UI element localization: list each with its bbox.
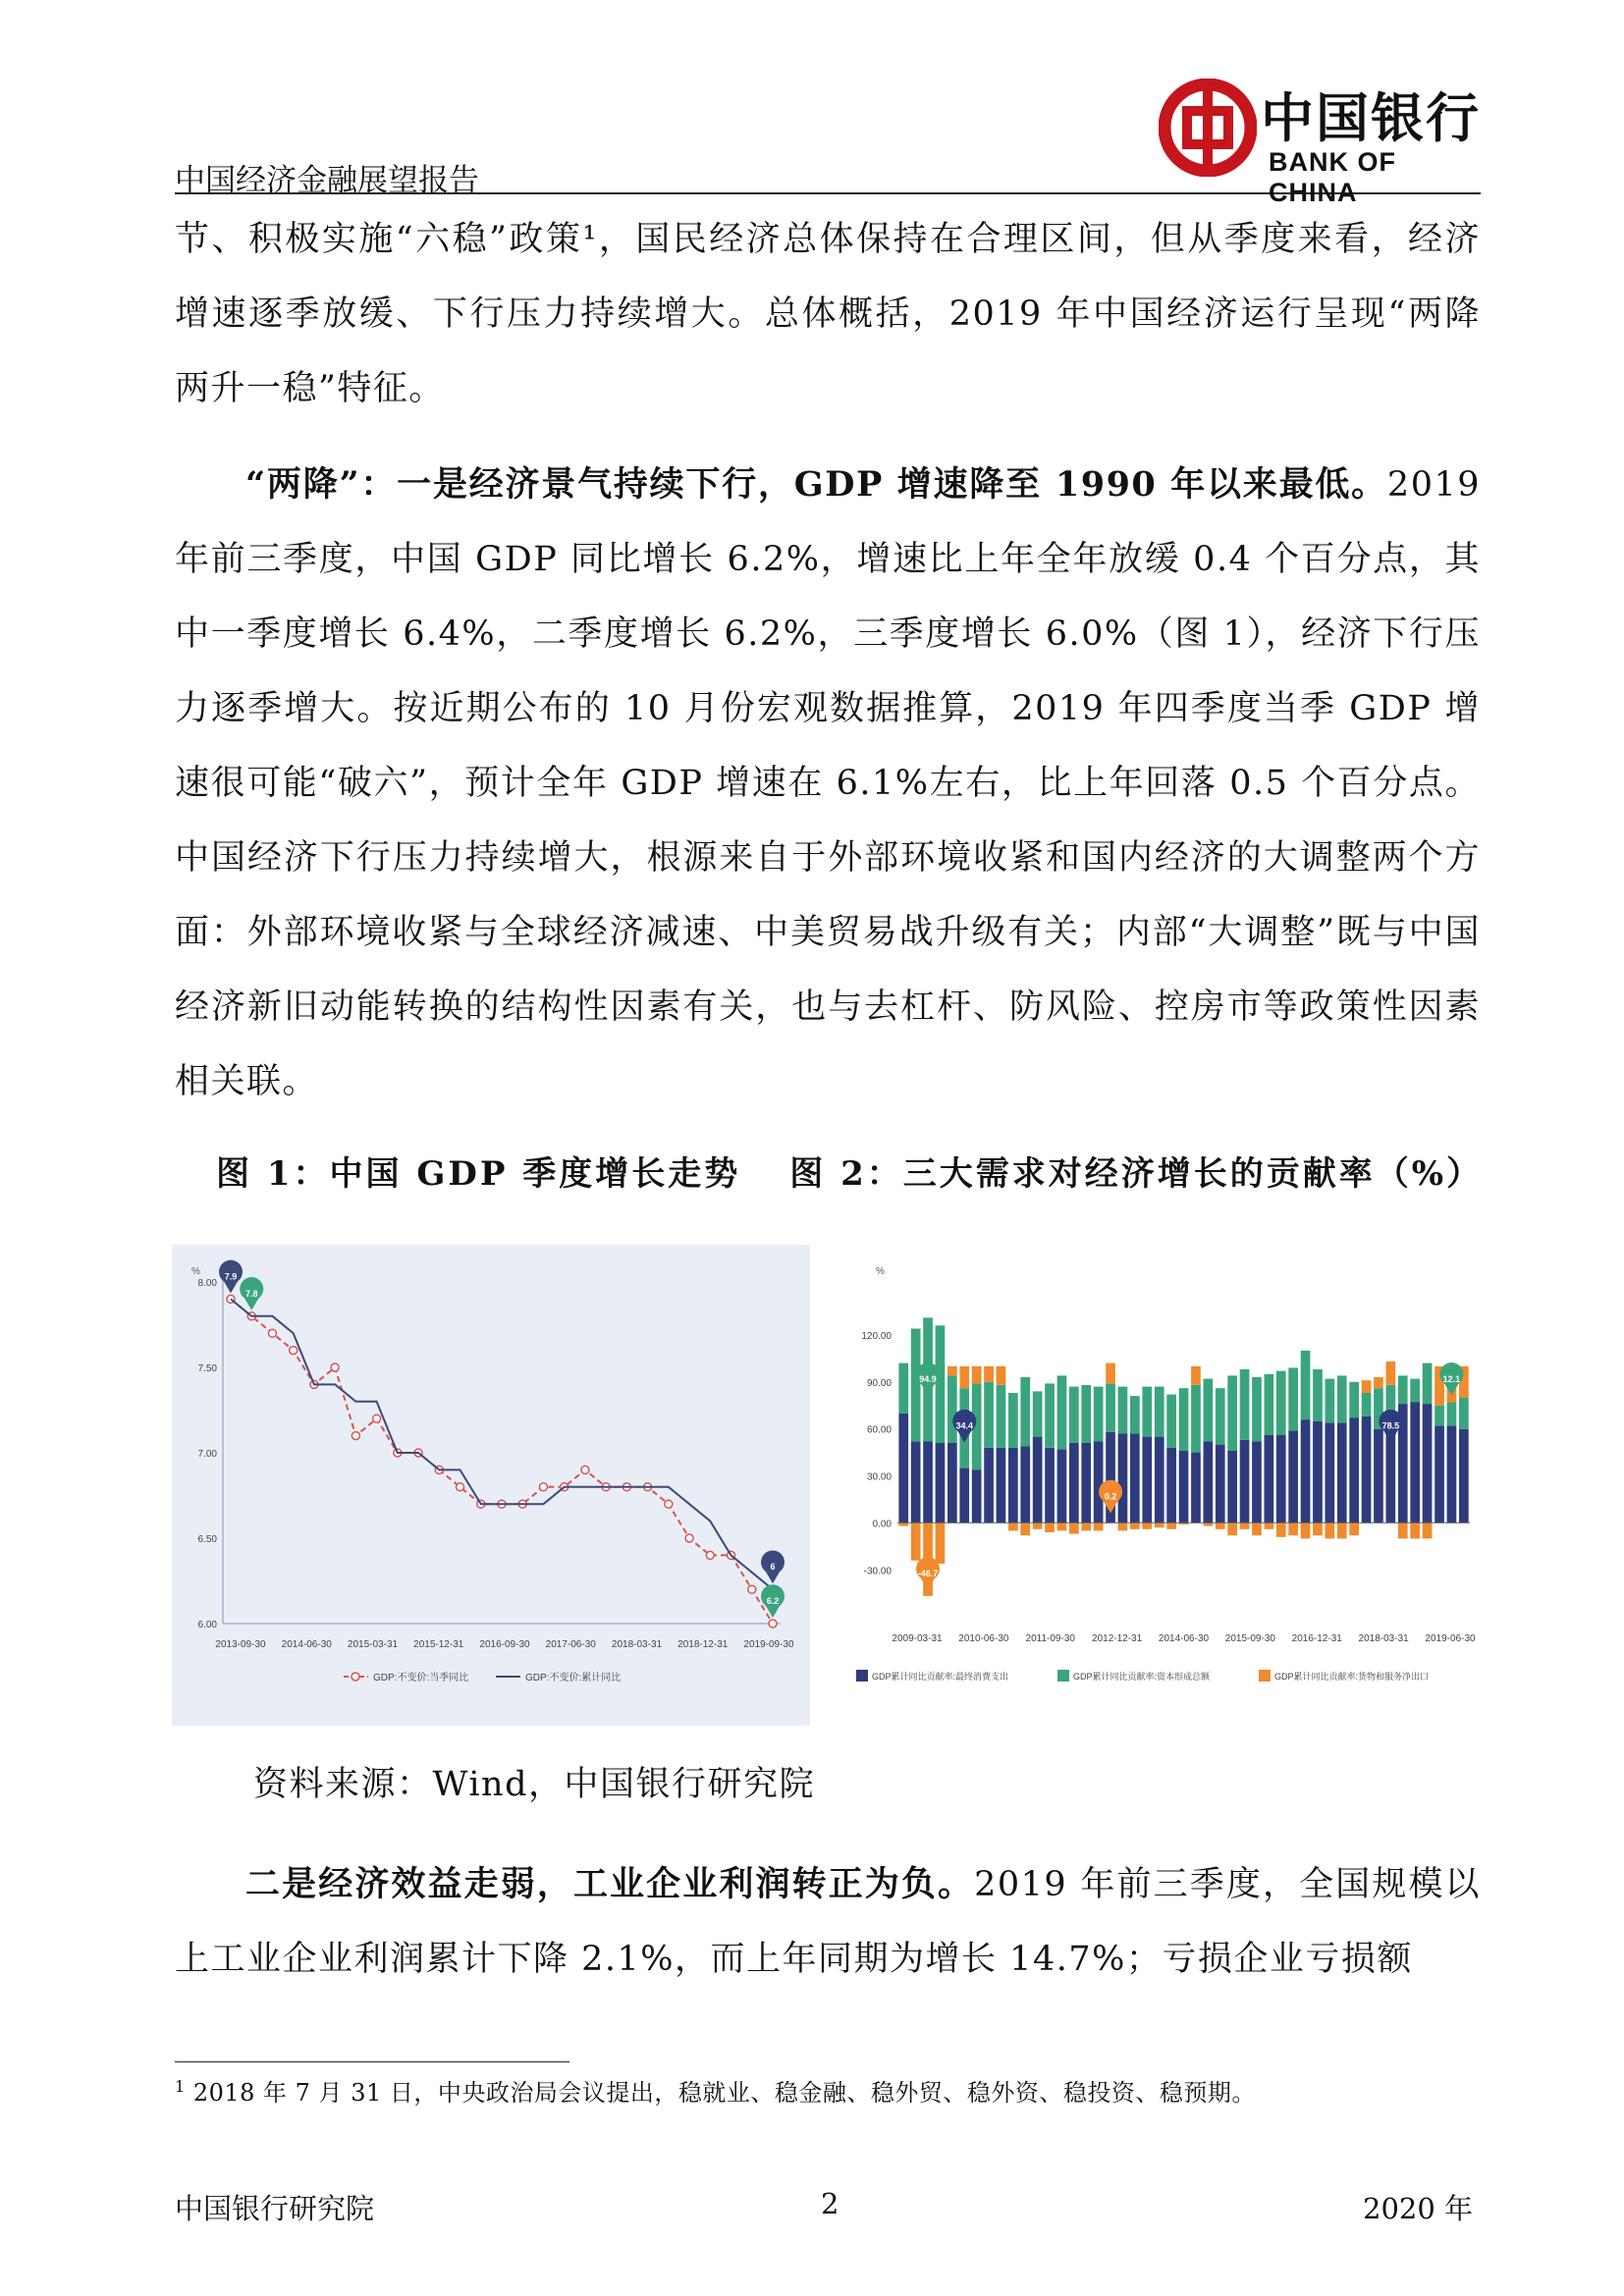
- data-point: [290, 1347, 298, 1355]
- bar-segment-s1: [1081, 1385, 1091, 1443]
- bar-segment-s2: [1020, 1522, 1030, 1535]
- bar-segment-s2: [1240, 1522, 1250, 1528]
- bar-segment-s1: [1227, 1375, 1237, 1451]
- bar-segment-s2: [1142, 1522, 1152, 1528]
- bar-segment-s0: [997, 1448, 1006, 1523]
- bar-segment-s2: [997, 1366, 1006, 1385]
- callout-3-label: 6: [770, 1562, 776, 1573]
- bar-segment-s0: [1276, 1435, 1286, 1522]
- bar-segment-s1: [1265, 1374, 1274, 1435]
- bar-segment-s2: [1276, 1522, 1286, 1536]
- bar-segment-s1: [1166, 1395, 1176, 1448]
- bar-segment-s2: [972, 1366, 982, 1384]
- x-tick-label: 2016-12-31: [1291, 1633, 1342, 1644]
- bar-segment-s2: [1033, 1522, 1043, 1528]
- y-tick-label: 0.00: [872, 1519, 892, 1530]
- figure-1-caption: 图 1：中国 GDP 季度增长走势: [216, 1154, 741, 1194]
- legend-label-1: GDP:不变价:累计同比: [525, 1673, 622, 1683]
- legend-label-2: GDP累计同比贡献率:货物和服务净出口: [1274, 1672, 1430, 1682]
- x-tick-label: 2018-03-31: [611, 1639, 663, 1650]
- bar-segment-s0: [1227, 1451, 1237, 1522]
- callout-3-label: 0.2: [1104, 1491, 1117, 1502]
- bar-segment-s2: [1374, 1377, 1383, 1388]
- bar-segment-s0: [1069, 1443, 1079, 1522]
- callout-1-label: 34.4: [955, 1420, 973, 1431]
- data-point: [373, 1415, 381, 1422]
- bar-segment-s0: [1447, 1426, 1457, 1523]
- bar-segment-s0: [1081, 1443, 1091, 1522]
- bar-segment-s2: [1191, 1366, 1201, 1385]
- logo-english-name: BANK OF CHINA: [1269, 147, 1396, 207]
- x-tick-label: 2013-09-30: [215, 1639, 266, 1650]
- bar-segment-s2: [1155, 1522, 1164, 1527]
- x-tick-label: 2019-09-30: [743, 1639, 794, 1650]
- bar-segment-s2: [1166, 1522, 1176, 1528]
- y-tick-label: 7.50: [197, 1363, 217, 1374]
- bar-segment-s2: [1081, 1522, 1091, 1530]
- x-tick-label: 2017-06-30: [545, 1639, 596, 1650]
- callout-0-label: 94.9: [919, 1373, 937, 1384]
- bar-segment-s0: [1008, 1448, 1018, 1523]
- gdp-line-chart-svg: [172, 1245, 810, 1726]
- bar-segment-s1: [1142, 1387, 1152, 1437]
- footnote-marker: 1: [175, 2077, 186, 2096]
- bar-segment-s2: [1398, 1522, 1408, 1538]
- bar-segment-s1: [1349, 1382, 1359, 1418]
- contribution-bar-chart-svg: [846, 1245, 1485, 1726]
- bar-segment-s0: [1094, 1441, 1104, 1522]
- bar-segment-s0: [1191, 1453, 1201, 1523]
- page-number: 2: [821, 2187, 839, 2220]
- bar-segment-s1: [1276, 1371, 1286, 1435]
- bar-segment-s1: [984, 1382, 994, 1448]
- bar-segment-s1: [1252, 1377, 1262, 1441]
- paragraph-2-lead: “两降”：一是经济景气持续下行，GDP 增速降至 1990 年以来最低。: [245, 464, 1387, 505]
- data-point: [665, 1500, 673, 1508]
- footnote-text: 2018 年 7 月 31 日，中央政治局会议提出，稳就业、稳金融、稳外贸、稳外资、稳投资、稳预期。: [192, 2079, 1256, 2107]
- legend-label-0: GDP累计同比贡献率:最终消费支出: [872, 1672, 1009, 1682]
- legend-swatch-2: [1259, 1670, 1271, 1682]
- footer-institute: 中国银行研究院: [175, 2192, 375, 2225]
- y-tick-label: 120.00: [861, 1330, 892, 1342]
- bar-segment-s2: [984, 1366, 994, 1382]
- bar-segment-s1: [898, 1363, 908, 1414]
- footnote: [175, 2073, 1256, 2108]
- bar-segment-s1: [997, 1385, 1006, 1448]
- paragraph-3: [175, 1847, 1481, 1997]
- data-point: [457, 1483, 464, 1491]
- bar-segment-s2: [1349, 1522, 1359, 1535]
- bar-segment-s2: [1252, 1522, 1262, 1535]
- bar-segment-s0: [947, 1443, 957, 1522]
- bar-segment-s2: [1337, 1522, 1347, 1538]
- y-unit-label: %: [191, 1266, 200, 1277]
- y-tick-label: 60.00: [866, 1424, 892, 1436]
- bar-segment-s1: [1362, 1393, 1372, 1416]
- bar-segment-s2: [1410, 1522, 1420, 1538]
- bar-segment-s1: [1398, 1375, 1408, 1404]
- y-tick-label: 6.50: [197, 1534, 217, 1545]
- x-tick-label: 2011-09-30: [1025, 1633, 1075, 1644]
- bar-segment-s2: [1069, 1522, 1079, 1533]
- bank-of-china-emblem-icon: [1159, 79, 1257, 177]
- data-point: [685, 1534, 693, 1542]
- bar-segment-s0: [1166, 1448, 1176, 1523]
- bar-segment-s1: [1288, 1367, 1298, 1430]
- bar-segment-s1: [1459, 1398, 1469, 1429]
- x-tick-label: 2014-06-30: [281, 1639, 332, 1650]
- bar-segment-s2: [1362, 1380, 1372, 1393]
- figure-2-caption: 图 2：三大需求对经济增长的贡献率（%）: [789, 1154, 1484, 1194]
- data-point: [268, 1329, 276, 1337]
- callout-1-label: 7.8: [244, 1288, 258, 1299]
- bar-segment-s1: [911, 1329, 921, 1442]
- bar-segment-s0: [1204, 1441, 1214, 1522]
- bar-segment-s0: [1326, 1422, 1335, 1522]
- legend-swatch-0: [856, 1670, 868, 1682]
- bar-segment-s1: [1118, 1387, 1128, 1434]
- figure-captions: [216, 1147, 1483, 1195]
- bar-segment-s2: [911, 1522, 921, 1560]
- bar-segment-s0: [936, 1443, 946, 1522]
- bar-segment-s2: [1265, 1522, 1274, 1528]
- bar-segment-s2: [947, 1366, 957, 1376]
- x-tick-label: 2016-09-30: [479, 1639, 530, 1650]
- bar-segment-s1: [1435, 1406, 1444, 1426]
- source-note: 资料来源：Wind，中国银行研究院: [253, 1765, 816, 1804]
- bar-segment-s0: [1362, 1416, 1372, 1523]
- bar-segment-s1: [1337, 1375, 1347, 1422]
- bar-segment-s0: [898, 1414, 908, 1523]
- bar-segment-s1: [1020, 1377, 1030, 1446]
- bar-segment-s0: [1265, 1435, 1274, 1522]
- footer-year: 2020 年: [1363, 2192, 1474, 2225]
- bar-segment-s1: [936, 1325, 946, 1443]
- legend-swatch-1: [1057, 1670, 1069, 1682]
- bar-segment-s1: [1069, 1387, 1079, 1443]
- bar-segment-s2: [1313, 1522, 1323, 1535]
- bar-segment-s0: [1337, 1422, 1347, 1522]
- bar-segment-s1: [1313, 1369, 1323, 1421]
- bar-segment-s0: [1057, 1449, 1067, 1522]
- bar-segment-s2: [1423, 1522, 1433, 1538]
- series-line-1: [231, 1299, 776, 1589]
- bar-segment-s2: [1301, 1522, 1311, 1538]
- bar-segment-s1: [1179, 1388, 1189, 1451]
- data-point: [706, 1551, 714, 1559]
- bar-segment-s1: [1045, 1383, 1055, 1447]
- bar-segment-s0: [1118, 1433, 1128, 1522]
- data-point: [581, 1466, 589, 1473]
- bar-segment-s1: [1204, 1379, 1214, 1442]
- x-tick-label: 2009-03-31: [892, 1633, 943, 1644]
- bar-segment-s2: [1057, 1522, 1067, 1530]
- paragraph-1: 节、积极实施“六稳”政策¹，国民经济总体保持在合理区间，但从季度来看，经济增速逐季放缓、下行压力持续增大。总体概括，2019 年中国经济运行呈现“两降两升一稳”特征。: [175, 220, 1482, 408]
- x-tick-label: 2018-03-31: [1358, 1633, 1409, 1644]
- bar-segment-s2: [1227, 1522, 1237, 1535]
- y-tick-label: 8.00: [197, 1278, 217, 1289]
- bar-segment-s0: [1410, 1403, 1420, 1523]
- bar-segment-s1: [1008, 1393, 1018, 1448]
- bar-segment-s2: [1106, 1363, 1115, 1384]
- bar-segment-s0: [1349, 1418, 1359, 1523]
- bar-segment-s1: [1216, 1388, 1225, 1444]
- bar-segment-s2: [1008, 1522, 1018, 1530]
- bar-segment-s0: [984, 1448, 994, 1523]
- bar-segment-s0: [1033, 1437, 1043, 1523]
- legend-label-1: GDP累计同比贡献率:资本形成总额: [1073, 1672, 1211, 1682]
- data-point: [331, 1363, 339, 1371]
- bar-segment-s2: [936, 1522, 946, 1564]
- bar-segment-s1: [1033, 1391, 1043, 1436]
- bar-segment-s2: [1288, 1522, 1298, 1535]
- bar-segment-s0: [1459, 1429, 1469, 1523]
- bar-segment-s1: [1301, 1351, 1311, 1419]
- bar-segment-s0: [1155, 1437, 1164, 1523]
- bar-segment-s1: [1191, 1385, 1201, 1453]
- bar-segment-s1: [1326, 1379, 1335, 1423]
- x-tick-label: 2015-09-30: [1224, 1633, 1275, 1644]
- bar-segment-s0: [1130, 1433, 1140, 1522]
- bar-segment-s2: [1118, 1522, 1128, 1530]
- callout-2-label: -46.7: [917, 1568, 939, 1578]
- callout-2-label: 6.2: [766, 1596, 780, 1606]
- bar-segment-s2: [1130, 1522, 1140, 1528]
- report-title: 中国经济金融展望报告: [175, 163, 479, 198]
- bar-segment-s0: [1179, 1451, 1189, 1522]
- x-tick-label: 2018-12-31: [677, 1639, 729, 1650]
- bar-segment-s0: [972, 1469, 982, 1522]
- y-tick-label: 90.00: [866, 1377, 892, 1389]
- paragraph-3-lead: 二是经济效益走弱，工业企业利润转正为负。: [245, 1864, 975, 1904]
- bar-segment-s0: [1301, 1419, 1311, 1522]
- logo-chinese-name: 中国银行: [1261, 86, 1481, 149]
- bar-segment-s2: [1045, 1522, 1055, 1532]
- data-point: [769, 1620, 777, 1628]
- bar-segment-s2: [1094, 1522, 1104, 1530]
- x-tick-label: 2015-12-31: [413, 1639, 464, 1650]
- bar-segment-s1: [1155, 1387, 1164, 1437]
- callout-4-label: 78.5: [1381, 1420, 1400, 1431]
- paragraph-2: [175, 448, 1481, 1119]
- gdp-quarterly-growth-chart: [172, 1245, 810, 1726]
- paragraph-3-body: 2019 年前三季度，全国规模以上工业企业利润累计下降 2.1%，而上年同期为增长 14.7%；亏损企业亏损额: [175, 1865, 1481, 1979]
- bar-segment-s0: [1288, 1430, 1298, 1522]
- bar-segment-s1: [1447, 1403, 1457, 1426]
- demand-contribution-chart: [846, 1245, 1485, 1726]
- data-point: [352, 1432, 359, 1440]
- bar-segment-s1: [1410, 1379, 1420, 1403]
- legend-marker-0: [352, 1673, 359, 1681]
- y-tick-label: 30.00: [866, 1471, 892, 1483]
- bar-segment-s1: [947, 1375, 957, 1443]
- bar-segment-s1: [1094, 1387, 1104, 1442]
- x-tick-label: 2015-03-31: [347, 1639, 399, 1650]
- bar-segment-s1: [1240, 1369, 1250, 1440]
- bar-segment-s0: [1435, 1426, 1444, 1523]
- bar-segment-s0: [1252, 1441, 1262, 1522]
- bar-segment-s0: [911, 1441, 921, 1522]
- data-point: [748, 1585, 756, 1593]
- bar-segment-s0: [923, 1441, 933, 1522]
- y-tick-label: 6.00: [197, 1620, 217, 1630]
- bar-segment-s2: [959, 1366, 969, 1388]
- bar-segment-s0: [959, 1468, 969, 1523]
- bar-segment-s0: [1216, 1445, 1225, 1523]
- y-tick-label: -30.00: [863, 1566, 892, 1577]
- bar-segment-s1: [1057, 1375, 1067, 1449]
- y-tick-label: 7.00: [197, 1449, 217, 1460]
- bar-segment-s0: [1313, 1421, 1323, 1523]
- bar-segment-s0: [1423, 1404, 1433, 1522]
- bank-logo: [1159, 71, 1483, 207]
- bar-segment-s0: [1142, 1437, 1152, 1523]
- bar-segment-s0: [1045, 1448, 1055, 1523]
- bar-segment-s1: [1106, 1383, 1115, 1432]
- x-tick-label: 2019-06-30: [1425, 1633, 1476, 1644]
- x-tick-label: 2010-06-30: [958, 1633, 1009, 1644]
- bar-segment-s1: [1130, 1396, 1140, 1433]
- bar-segment-s0: [1020, 1446, 1030, 1522]
- callout-5-label: 12.1: [1442, 1373, 1461, 1384]
- callout-0-label: 7.9: [224, 1271, 238, 1282]
- bar-segment-s0: [1374, 1429, 1383, 1523]
- series-line-0: [231, 1299, 776, 1624]
- y-unit-label: %: [876, 1266, 885, 1277]
- legend-label-0: GDP:不变价:当季同比: [373, 1673, 469, 1683]
- bar-segment-s0: [1240, 1440, 1250, 1523]
- x-tick-label: 2014-06-30: [1158, 1633, 1210, 1644]
- bar-segment-s2: [1386, 1362, 1396, 1385]
- paragraph-2-body: 2019 年前三季度，中国 GDP 同比增长 6.2%，增速比上年全年放缓 0.4 个百分点，其中一季度增长 6.4%，二季度增长 6.2%，三季度增长 6.0%（图 1），经济下行压力逐季增大。按近期公布的 10 月份宏观数据推算，2019 年四季度当季 GDP 增速很可能“破六”，预计全年 GDP 增速在 6.1%左右，比上年回落 0.5 个百分点。中国经济下行压力持续增大，根源来自于外部环境收紧和国内经济的大调整两个方面：外部环境收紧与全球经济减速、中美贸易战升级有关；内部“大调整”既与中国经济新旧动能转换的结构性因素有关，也与去杠杆、防风险、控房市等政策性因素相关联。: [175, 465, 1481, 1101]
- bar-segment-s2: [1216, 1522, 1225, 1528]
- bar-segment-s1: [1423, 1363, 1433, 1405]
- footnote-divider: [175, 2061, 569, 2062]
- bar-segment-s2: [1326, 1522, 1335, 1538]
- x-tick-label: 2012-12-31: [1092, 1633, 1143, 1644]
- data-point: [539, 1483, 547, 1491]
